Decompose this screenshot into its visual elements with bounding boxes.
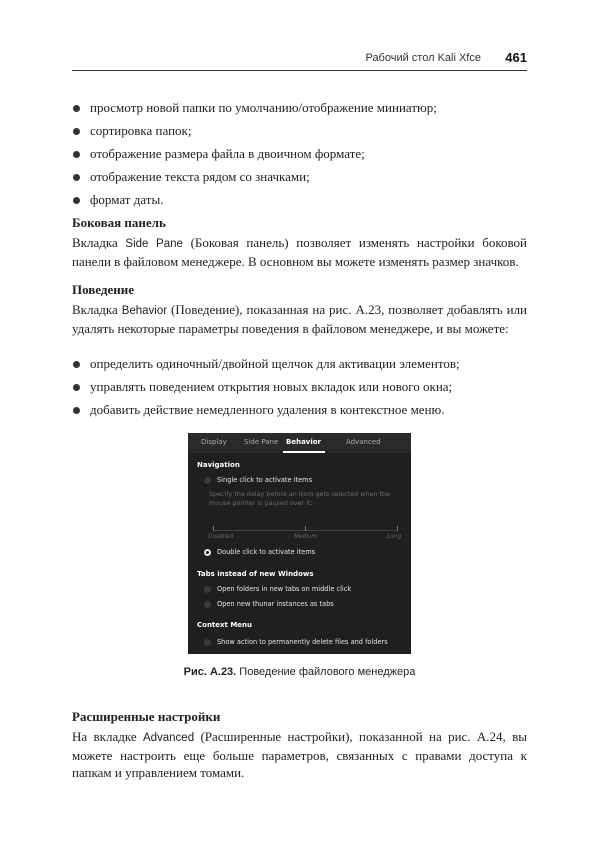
section-heading-advanced: Расширенные настройки	[72, 709, 221, 724]
tab-side-pane[interactable]: Side Pane	[244, 438, 279, 446]
double-click-label: Double click to activate items	[217, 548, 316, 556]
list-item: отображение текста рядом со значками;	[72, 168, 527, 191]
active-tab-indicator	[283, 451, 325, 453]
thunar-tabs-checkbox[interactable]	[204, 601, 211, 608]
tab-advanced[interactable]: Advanced	[346, 438, 381, 446]
list-item: добавить действие немедленного удаления в контекстное меню.	[72, 401, 527, 424]
single-click-radio[interactable]	[204, 477, 211, 484]
thunar-tabs-label: Open new thunar instances as tabs	[217, 600, 334, 608]
section-context-menu: Context Menu	[197, 621, 253, 629]
slider-label-long: Long	[387, 534, 402, 540]
section-navigation: Navigation	[197, 461, 240, 469]
section-tabs: Tabs instead of new Windows	[197, 570, 314, 578]
single-click-label: Single click to activate items	[217, 476, 313, 484]
list-item: просмотр новой папки по умолчанию/отображение миниатюр;	[72, 99, 527, 122]
behavior-bullet-list	[72, 355, 527, 424]
running-title: Рабочий стол Kali Xfce	[365, 52, 481, 64]
paragraph-advanced: На вкладке Advanced (Расширенные настройки), показанной на рис. А.24, вы можете настроить еще больше параметров, связанных с правами доступа к папкам и управлением томами.	[72, 729, 527, 780]
list-item: формат даты.	[72, 191, 527, 214]
tab-display[interactable]: Display	[201, 438, 227, 446]
section-heading-side-pane: Боковая панель	[72, 215, 166, 230]
list-item: сортировка папок;	[72, 122, 527, 145]
paragraph-behavior: Вкладка Behavior (Поведение), показанная на рис. А.23, позволяет добавлять или удалять некоторые параметры поведения в файловом менеджере, и вы можете:	[72, 302, 528, 336]
figure-caption: Рис. А.23. Поведение файлового менеджера	[183, 666, 416, 678]
slider-tick	[397, 526, 398, 531]
delay-hint: Specify the delay before an item gets selected when the mouse pointer is paused over it:	[209, 490, 391, 507]
term-behavior: Behavior	[121, 305, 168, 317]
paragraph-side-pane: Вкладка Side Pane (Боковая панель) позволяет изменять настройки боковой панели в файловом менеджере. В основном вы можете изменять размер значков.	[72, 235, 527, 269]
thunar-preferences-screenshot	[188, 433, 411, 654]
double-click-radio[interactable]	[204, 549, 211, 556]
slider-label-medium: Medium	[294, 534, 318, 540]
tab-bar	[188, 433, 411, 453]
middle-click-checkbox[interactable]	[204, 586, 211, 593]
section-heading-behavior: Поведение	[72, 282, 135, 297]
term-side-pane: Side Pane	[125, 238, 183, 250]
delete-action-label: Show action to permanently delete files and folders	[217, 638, 388, 646]
page-header	[72, 44, 527, 71]
list-item: управлять поведением открытия новых вкладок или нового окна;	[72, 378, 527, 401]
middle-click-label: Open folders in new tabs on middle click	[217, 585, 352, 593]
slider-label-disabled: Disabled	[208, 534, 234, 540]
slider-tick	[213, 526, 214, 531]
list-item: отображение размера файла в двоичном формате;	[72, 145, 527, 168]
top-bullet-list	[72, 99, 527, 214]
list-item: определить одиночный/двойной щелчок для активации элементов;	[72, 355, 527, 378]
delete-action-checkbox[interactable]	[204, 639, 211, 646]
slider-tick	[305, 526, 306, 531]
page-number: 461	[505, 50, 527, 65]
term-advanced: Advanced	[142, 732, 195, 744]
tab-behavior[interactable]: Behavior	[286, 438, 322, 446]
